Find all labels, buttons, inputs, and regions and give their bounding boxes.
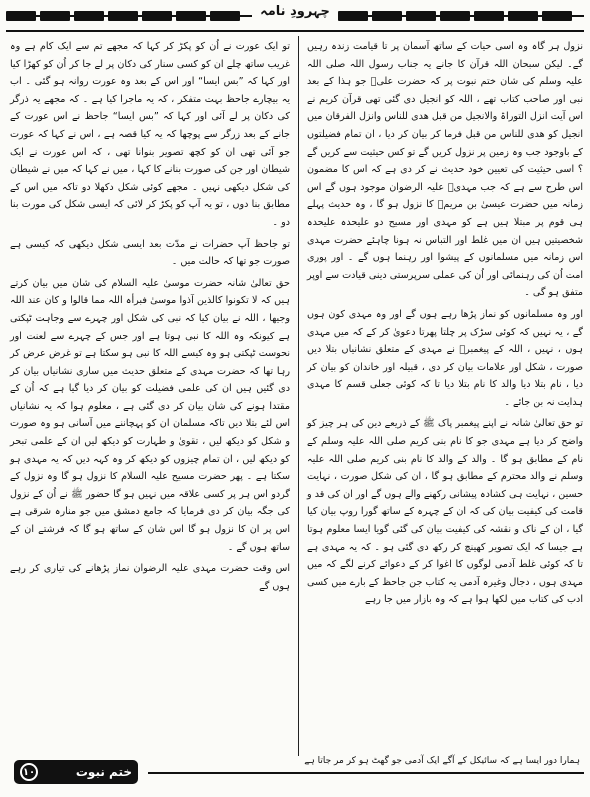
magazine-badge	[14, 760, 138, 784]
header-ornament-left	[6, 10, 252, 22]
header-title: چہرودِ نامہ	[260, 4, 330, 19]
column-divider	[298, 36, 299, 756]
header-rule	[6, 30, 584, 32]
left-paragraph-1: تو ایک عورت نے اُن کو پکڑ کر کہا کہ مجھے تم سے ایک کام ہے وہ غریب ساتھ چلے ان کو کسی سنار کی دکان پر لے جا کر اُن کو کھڑا کیا اور کہا کہ ”بس ایسا“ اور اس کے بعد وہ عورت روانہ ہو گئی ۔ اب یہ بیچارے جاحظ بہت متفکر ، کہ یہ ماجرا کیا ہے ۔ کہ مجھے یہ ذرگر کی دکان پر لے آئی اور کہا کہ ”بس ایسا“ جاحظ نے اس عورت کے جانے کے بعد زرگر سے پوچھا کہ یہ کیا قصہ ہے ، اس نے کہا کہ عورت جو آئی تھی ان کو کچھ تصویر بنوانا تھی ، کہ اس عورت نے ایک شیطان اور جن کی صورت بنانے کا کہا ، میں نے کہا کہ میں نے شیطان کی شکل دیکھی نہیں ۔ مجھے کوئی شکل دکھلا دو تاکہ میں اس کے مطابق بنا دوں ، تو یہ آپ کو پکڑ کر لائی کہ ایسی شکل کی مورت بنا دو ۔	[10, 41, 290, 228]
header-ornament-right	[338, 10, 584, 22]
right-paragraph-3: تو حق تعالیٰ شانہ نے اپنے پیغمبر پاک ﷺ کے ذریعے دین کی ہر چیز کو واضح کر دیا ہے مہدی جو کا نام بنی کریم صلی اللہ علیہ وسلم کے نام کے مطابق ہو گا ۔ والد کے والد کا نام بنی کریم صلی اللہ علیہ وسلم نے والد محترم کے مطابق ہو گا ، ان کی شکل صورت ، نہایت حسین ، نہایت ہی کشادہ پیشانی رکھنے والے ہوں گے اور ان کی قد و قامت کی کیفیت بیان کی کہ ان کے چہرہ کے ساتھ گورا روپ بیان کیا گیا ، ان کے ناک و نقشہ کی کیفیت بیان کی گئی گویا ایسا معلوم ہوتا ہے جیسا کہ ایک تصویر کھینچ کر رکھ دی گئی ہو ۔ کہ یہ مہدی ہے تا کہ کوئی غلط آدمی لوگوں کا اغوا کر کے دعوائے کرنے لگے کہ میں مہدی ہوں ، دجال وغیرہ آدمی یہ کتاب جن جاحظ کے بارے میں کسی ادب کی کتاب میں لکھا ہوا ہے کہ وہ بازار میں جا رہے	[307, 418, 583, 606]
left-paragraph-4: اس وقت حضرت مہدی علیہ الرضوان نماز پڑھانے کی تیاری کر رہے ہوں گے	[10, 563, 290, 592]
right-paragraph-2: اور وہ مسلمانوں کو نماز پڑھا رہے ہوں گے اور وہ مہدی کون ہوں گے ، یہ نہیں کہ کوئی سڑک پر چلتا پھرتا دعویٰ کر کے کہ میں مہدی ہوں ، نہیں ، اللہ کے پیغمبرؐ نے مہدی کے متعلق نشانیاں بتلا دیں صورت ، شکل اور علامات بیان کر دی ، قبیلہ اور خاندان کو بیان کر دیا ، نام بتلا دیا والد کا نام بتلا دیا تا کہ کوئی جعلی قسم کا مہدی ہدایت نہ بن جائے ۔	[307, 308, 583, 408]
left-paragraph-2: تو جاحظ آپ حضرات نے مدّت بعد ایسی شکل دیکھی کہ کیسی ہے صورت جو تھا کہ حالت میں ۔	[10, 238, 290, 268]
page-header	[6, 4, 584, 28]
left-column	[10, 38, 290, 599]
magazine-title: ختم نبوت	[75, 765, 132, 779]
page-footer	[8, 758, 584, 788]
right-column	[307, 38, 583, 613]
footer-note: ہمارا دور ایسا ہے کہ سائیکل کے آگے ایک آدمی جو گھٹ ہو کر مر جاتا ہے	[304, 756, 580, 766]
right-paragraph-1: نزول ہر گاہ وہ اسی حیات کے ساتھ آسمان پر تا قیامت زندہ رہیں گے۔ لیکن سبحان اللہ قرآن کا جانے یہ جناب رسول اللہ صلی اللہ علیہ وسلم کی شان ختم نبوت پر کہ حضرت علیؑ جو ہذا کے بعد نبی اور صاحب کتاب تھے ، اللہ کو انجیل دی گئی تھی قرآن کریم نے اس آیت انزل التوراۃ والانجیل من قبل ھدی للناس وانزل الفرقان میں انجیل کو ھدی للناس من قبل فرما کر بیان کر دیا ، ان تمام فضیلتوں کے باوجود جب وہ زمین پر نزول کریں گے تو کس حیثیت سے کریں گے ؟ اسی حیثیت کی تعیین خود حدیث نے کر دی ہے کہ اس کا مضمون اس طرح سے ہے کہ جب مہدیؑ علیہ الرضوان موجود ہوں گے اس زمانہ میں حضرت عیسیٰ بن مریمؑ کا نزول ہو گا ، وہ حدیث پہلے ہی قوم پر مبتلا ہیں ہے کو مہدی اور مسیح دو علیحدہ علیحدہ شخصیتیں ہیں ان میں غلط اور التباس نہ ہونا چاہئے حضرت مہدی اس زمانہ میں مسلمانوں کے پیشوا اور رہنما ہوں گے ۔ اور پوری امت اُن کی رہنمائی اور اُن کی عملی سرپرستی دینی قیادت سے اوپر متفق ہو گی ۔	[307, 41, 583, 299]
left-paragraph-3: حق تعالیٰ شانہ حضرت موسیٰ علیہ السلام کی شان میں بیان کرتے ہیں کہ لا تکونوا کالذین آذوا موسیٰ فبرأہ اللہ مما قالوا و کان عند اللہ وجیھا ، اللہ نے بیان کیا کہ نبی کی شکل اور چہرے سے وجاہت ٹپکتی ہے کیونکہ وہ اللہ کا نبی ہوتا ہے اور جس کے چہرے سے لعنت اور نحوست ٹپکتی ہو وہ کیسے اللہ کا نبی ہو سکتا ہے تو غرض عرض کر رہا تھا کہ حضرت مہدی کے متعلق حدیث میں ساری نشانیاں بیان کر دی گئیں ہیں ان کی علمی فضیلت کو بیان کر دیا گیا ہے کہ اُن کے مقتدا ہونے کی شان بیان کر دی گئی ہے ، معلوم ہوا کہ یہ نشانیاں اس لئے بتلا دیں تاکہ مسلمان ان کو پہچاننے میں آسانی ہو وہ صورت و شکل کو دیکھ لیں ، تقویٰ و طہارت کو دیکھ لیں ان کے علمی تبحر کو دیکھ لیں ، ان تمام چیزوں کو دیکھ کر وہ کہہ دیں کہ یہ مہدی ہو سکتا ہے ۔ پھر حضرت مسیح علیہ السلام کا نزول ہو گا وہ نزول کے گردو اس ہر پر کسی علاقہ میں نہیں ہو گا حضور ﷺ نے اُن کے نزول کی جگہ بیان کر دی فرمایا کہ جامع دمشق میں جو منارہ شرقی ہے اس پر ان کا نزول ہو گا اس شان کے ساتھ ہو گا کہ فرشتے ان کے ساتھ ہوں گے ۔	[10, 277, 290, 553]
page-number: ۱۰	[20, 763, 38, 781]
footer-rule	[148, 772, 584, 774]
